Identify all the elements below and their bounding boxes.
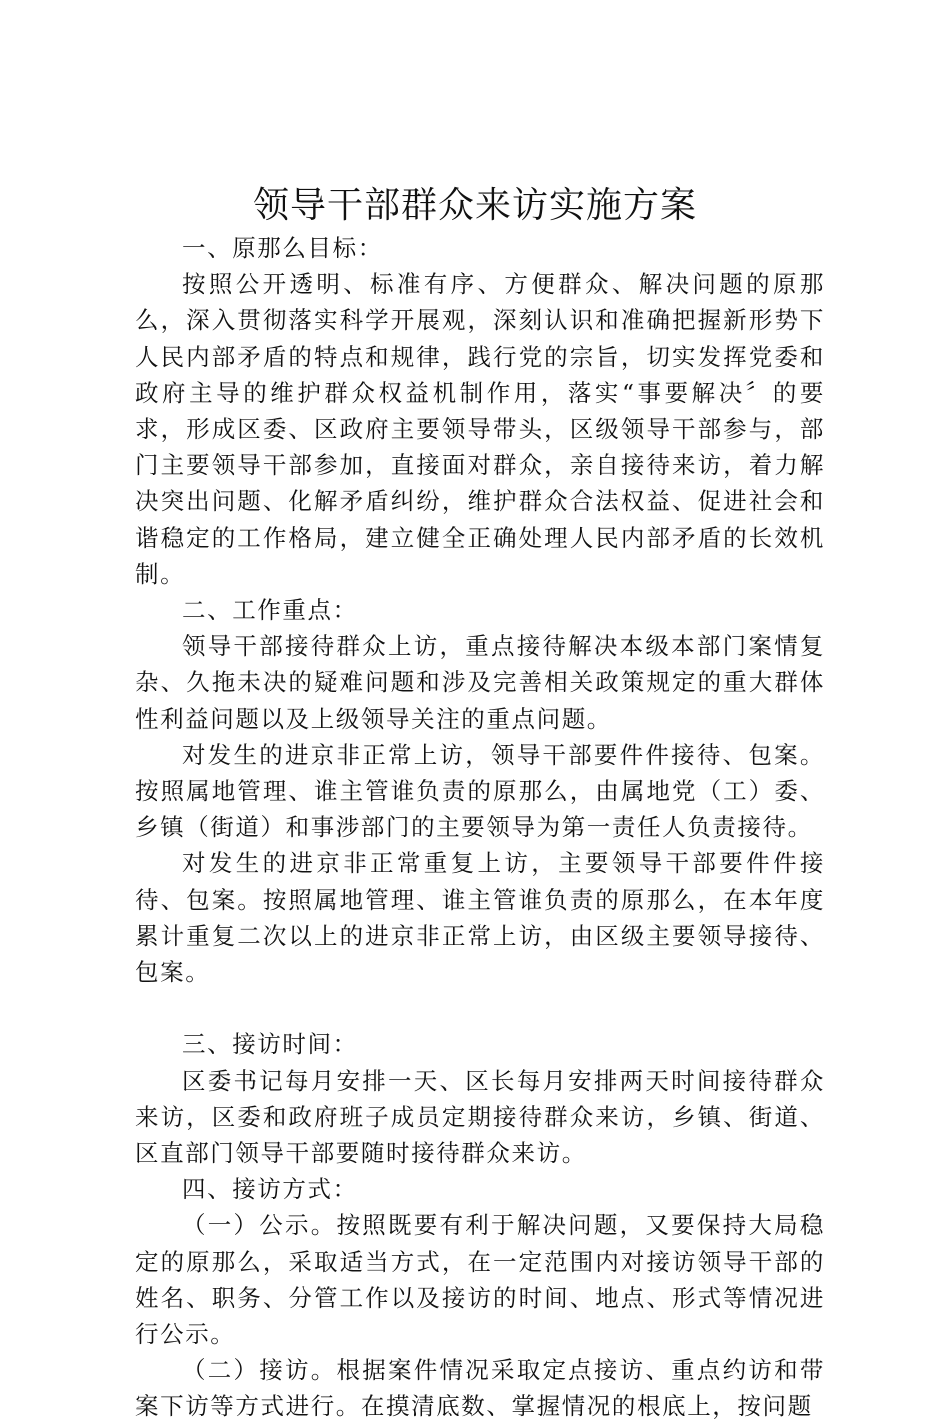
paragraph: （二）接访。根据案件情况采取定点接访、重点约访和带案下访等方式进行。在摸清底数、掌握情况的根底上，按问题 — [135, 1356, 825, 1421]
document-title: 领导干部群众来访实施方案 — [252, 185, 697, 226]
section-heading-4: 四、接访方式： — [182, 1175, 358, 1204]
document-body — [135, 230, 825, 1425]
paragraph: 对发生的进京非正常重复上访，主要领导干部要件件接待、包案。按照属地管理、谁主管谁负责的原那么，在本年度累计重复二次以上的进京非正常上访，由区级主要领导接待、包案。 — [135, 849, 825, 987]
paragraph: 区委书记每月安排一天、区长每月安排两天时间接待群众来访，区委和政府班子成员定期接待群众来访，乡镇、街道、区直部门领导干部要随时接待群众来访。 — [135, 1066, 825, 1168]
section-heading-2: 二、工作重点： — [182, 596, 358, 625]
paragraph: 按照公开透明、标准有序、方便群众、解决问题的原那么，深入贯彻落实科学开展观，深刻认识和准确把握新形势下人民内部矛盾的特点和规律，践行党的宗旨，切实发挥党委和政府主导的维护群众权益机制作用，落实“事要解决〞的要求，形成区委、区政府主要领导带头，区级领导干部参与，部门主要领导干部参加，直接面对群众，亲自接待来访，着力解决突出问题、化解矛盾纠纷，维护群众合法权益、促进社会和谐稳定的工作格局，建立健全正确处理人民内部矛盾的长效机制。 — [135, 270, 825, 588]
section-heading-1: 一、原那么目标： — [182, 234, 383, 262]
paragraph: 对发生的进京非正常上访，领导干部要件件接待、包案。按照属地管理、谁主管谁负责的原那么，由属地党（工）委、乡镇（街道）和事涉部门的主要领导为第一责任人负责接待。 — [135, 740, 825, 842]
paragraph: 领导干部接待群众上访，重点接待解决本级本部门案情复杂、久拖未决的疑难问题和涉及完善相关政策规定的重大群体性利益问题以及上级领导关注的重点问题。 — [135, 632, 825, 733]
section-heading-3: 三、接访时间： — [182, 1030, 358, 1059]
paragraph: （一）公示。按照既要有利于解决问题，又要保持大局稳定的原那么，采取适当方式，在一定范围内对接访领导干部的姓名、职务、分管工作以及接访的时间、地点、形式等情况进行公示。 — [135, 1211, 825, 1349]
blank-line — [135, 990, 825, 1026]
